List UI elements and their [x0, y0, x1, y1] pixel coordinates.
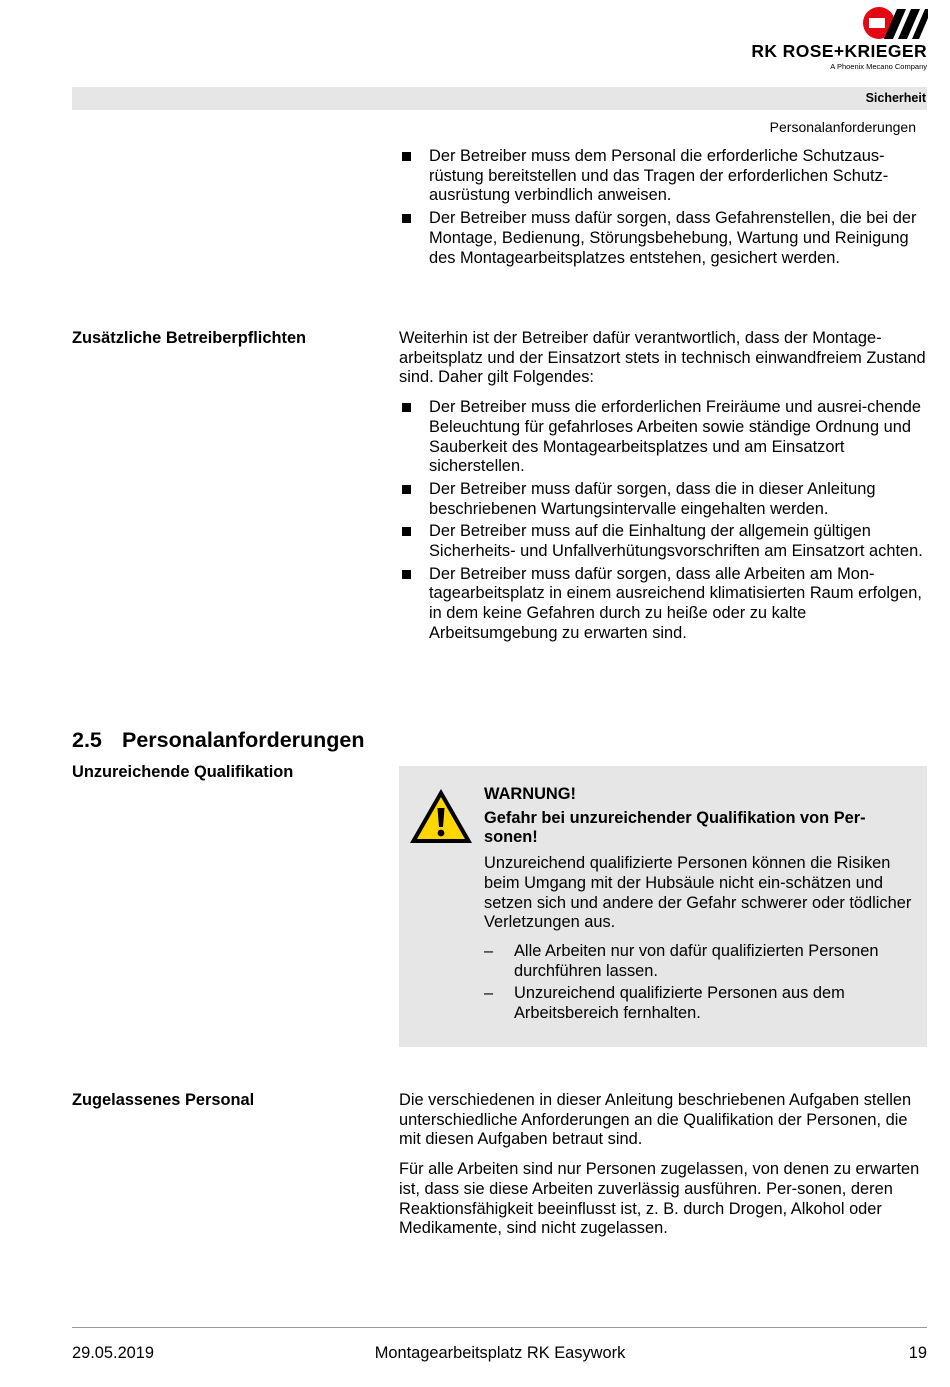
- brand-name: RK ROSE+KRIEGER: [751, 41, 927, 61]
- square-bullet-icon: [402, 403, 411, 412]
- header-subsection: Personalanforderungen: [769, 119, 916, 135]
- additional-duties-list: [399, 398, 929, 643]
- warning-triangle-icon: [408, 787, 474, 845]
- list-item: Der Betreiber muss dafür sorgen, dass Gefahrenstellen, die bei der Montage, Bedienung, Störungsbehebung, Wartung und Reinigung des Montagearbeitsplatzes entstehen, gesichert werden.: [399, 209, 929, 268]
- section-heading: [72, 728, 365, 753]
- side-heading-additional-duties: Zusätzliche Betreiberpflichten: [72, 329, 307, 347]
- brand-subtitle: A Phoenix Mecano Company: [830, 62, 927, 71]
- list-item: Der Betreiber muss auf die Einhaltung der allgemein gültigen Sicherheits- und Unfallverhütungsvorschriften am Einsatzort achten.: [399, 522, 929, 561]
- square-bullet-icon: [402, 570, 411, 579]
- company-logo-icon: [862, 6, 928, 40]
- warning-title: WARNUNG!: [484, 785, 576, 803]
- side-heading-authorized-personnel: Zugelassenes Personal: [72, 1091, 255, 1109]
- side-heading-qualification: Unzureichende Qualifikation: [72, 763, 294, 781]
- footer-title: Montagearbeitsplatz RK Easywork: [374, 1344, 626, 1362]
- list-item: Der Betreiber muss dafür sorgen, dass alle Arbeiten am Mon-tagearbeitsplatz in einem ausreichend klimatisierten Raum erfolgen, in dem keine Gefahren durch zu heiße oder zu kalte Arbeitsumgebung zu erwarten sind.: [399, 565, 929, 644]
- square-bullet-icon: [402, 527, 411, 536]
- list-item: Der Betreiber muss dem Personal die erforderliche Schutzaus-rüstung bereitstellen und das Tragen der erforderlichen Schutz-ausrüstung verbindlich anweisen.: [399, 147, 929, 206]
- authorized-personnel-block: [399, 1091, 929, 1239]
- warning-content: [484, 785, 914, 1027]
- dash-bullet: –: [484, 941, 494, 960]
- warning-box: [399, 766, 927, 1047]
- paragraph: Die verschiedenen in dieser Anleitung beschriebenen Aufgaben stellen unterschiedliche Anforderungen an die Qualifikation der Personen, die mit diesen Aufgaben betraut sind.: [399, 1091, 912, 1149]
- section-title: Personalanforderungen: [122, 728, 365, 752]
- square-bullet-icon: [402, 485, 411, 494]
- header-section: Sicherheit: [865, 91, 926, 105]
- footer-divider: [72, 1327, 927, 1328]
- square-bullet-icon: [402, 214, 411, 223]
- warning-subtitle: Gefahr bei unzureichender Qualifikation von Per-sonen!: [484, 808, 866, 847]
- dash-bullet: –: [484, 984, 494, 1003]
- list-item: – Unzureichend qualifizierte Personen aus dem Arbeitsbereich fernhalten.: [484, 984, 845, 1023]
- operator-duties-list: [399, 147, 929, 271]
- section-number: 2.5: [72, 728, 102, 752]
- footer-date: 29.05.2019: [72, 1344, 155, 1362]
- footer-page-number: 19: [908, 1344, 927, 1362]
- list-item: Der Betreiber muss dafür sorgen, dass die in dieser Anleitung beschriebenen Wartungsintervalle eingehalten werden.: [399, 480, 929, 519]
- intro-paragraph: Weiterhin ist der Betreiber dafür verantwortlich, dass der Montage-arbeitsplatz und der Einsatzort stets in technisch einwandfreiem Zustand sind. Daher gilt Folgendes:: [399, 329, 926, 387]
- list-item: Der Betreiber muss die erforderlichen Freiräume und ausrei-chende Beleuchtung für gefahrloses Arbeiten sowie ständige Ordnung und Sauberkeit des Montagearbeitsplatzes und am Einsatzort sicherstellen.: [399, 398, 929, 477]
- header-bar: [72, 87, 927, 110]
- paragraph: Für alle Arbeiten sind nur Personen zugelassen, von denen zu erwarten ist, dass sie diese Arbeiten zuverlässig ausführen. Per-sonen, deren Reaktionsfähigkeit beeinflusst ist, z. B. durch Drogen, Alkohol oder Medikamente, sind nicht zugelassen.: [399, 1160, 920, 1238]
- warning-measures-list: [484, 942, 914, 1024]
- additional-duties-block: [399, 329, 929, 647]
- square-bullet-icon: [402, 152, 411, 161]
- list-item: – Alle Arbeiten nur von dafür qualifizierten Personen durchführen lassen.: [484, 941, 879, 980]
- warning-body: Unzureichend qualifizierte Personen können die Risiken beim Umgang mit der Hubsäule nicht ein-schätzen und setzen sich und andere der Gefahr schwerer oder tödlicher Verletzungen aus.: [484, 854, 912, 932]
